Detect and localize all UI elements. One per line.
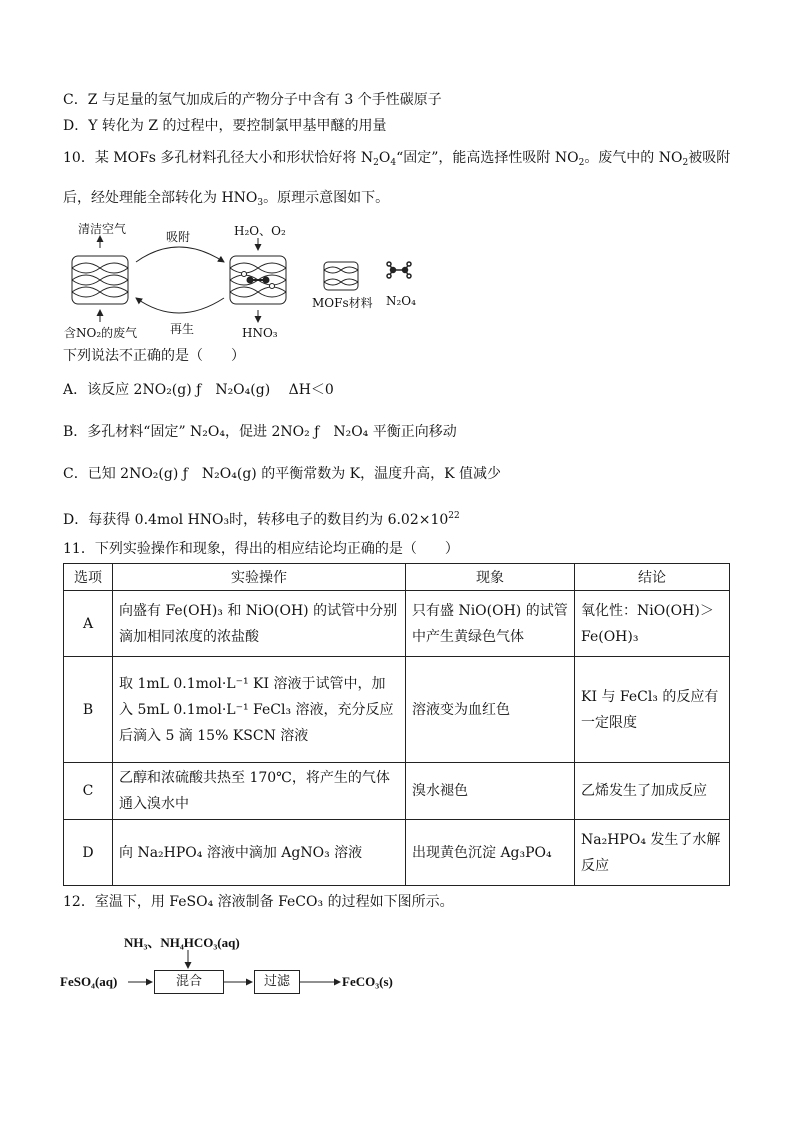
row-operation: 取 1mL 0.1mol·L⁻¹ KI 溶液于试管中，加入 5mL 0.1mol·L⁻¹ FeCl₃ 溶液，充分反应后滴入 5 滴 15% KSCN 溶液 xyxy=(113,657,406,763)
mix-box: 混合 xyxy=(154,970,224,994)
q12-stem: 12．室温下，用 FeSO₄ 溶液制备 FeCO₃ 的过程如下图所示。 xyxy=(63,894,454,910)
row-operation: 乙醇和浓硫酸共热至 170℃，将产生的气体通入溴水中 xyxy=(113,763,406,820)
legend-mofs-icon xyxy=(324,262,358,290)
row-option: B xyxy=(64,657,113,763)
hno3-label: HNO₃ xyxy=(242,326,278,340)
h2o-o2-label: H₂O、O₂ xyxy=(234,224,286,238)
legend-n2o4-icon xyxy=(387,262,411,278)
row-conclusion: Na₂HPO₄ 发生了水解反应 xyxy=(575,820,730,886)
table-header-row xyxy=(64,564,730,591)
q9-option-d: D．Y 转化为 Z 的过程中，要控制氯甲基甲醚的用量 xyxy=(63,118,387,134)
end-label: FeCO₃(s) xyxy=(342,974,393,989)
header-operation: 实验操作 xyxy=(113,564,406,591)
adsorb-label: 吸附 xyxy=(166,230,191,244)
row-phenomenon: 溴水褪色 xyxy=(406,763,575,820)
row-operation: 向盛有 Fe(OH)₃ 和 NiO(OH) 的试管中分别滴加相同浓度的浓盐酸 xyxy=(113,591,406,657)
table-row xyxy=(64,820,730,886)
waste-gas-label: 含NO₂的废气 xyxy=(64,326,138,340)
q10-option-c: C．已知 2NO₂(g) ƒ N₂O₄(g) 的平衡常数为 K，温度升高，K 值减少 xyxy=(63,466,502,482)
mofs-mesh-left xyxy=(72,256,128,304)
n2o4-legend-label: N₂O₄ xyxy=(386,294,416,308)
clean-air-label: 清洁空气 xyxy=(78,222,127,236)
row-phenomenon: 只有盛 NiO(OH) 的试管中产生黄绿色气体 xyxy=(406,591,575,657)
table-row xyxy=(64,591,730,657)
row-conclusion: KI 与 FeCl₃ 的反应有一定限度 xyxy=(575,657,730,763)
row-conclusion: 氧化性：NiO(OH)＞Fe(OH)₃ xyxy=(575,591,730,657)
q11-stem: 11．下列实验操作和现象，得出的相应结论均正确的是（ ） xyxy=(63,541,459,557)
row-option: C xyxy=(64,763,113,820)
q10-option-d: D．每获得 0.4mol HNO₃时，转移电子的数目约为 $6.02\times 10^{22}$ xyxy=(63,511,460,528)
regen-label: 再生 xyxy=(170,322,195,336)
mofs-legend-label: MOFs材料 xyxy=(312,296,373,310)
header-option: 选项 xyxy=(64,564,113,591)
q10-stem-line1: 10．某 MOFs 多孔材料孔径大小和形状恰好将 $N_2O_4“$固定”，能高选择性吸附 $NO_2$。废气中的 $NO_2$被吸附 xyxy=(63,150,731,168)
q10-stem-line2: 后，经处理能全部转化为 $HNO_3$。原理示意图如下。 xyxy=(63,190,390,208)
row-phenomenon: 出现黄色沉淀 Ag₃PO₄ xyxy=(406,820,575,886)
q10-ask: 下列说法不正确的是（ ） xyxy=(63,348,245,364)
q9-option-c: C．Z 与足量的氢气加成后的产物分子中含有 3 个手性碳原子 xyxy=(63,92,442,108)
reagent-label: NH₃、NH₄HCO₃(aq) xyxy=(124,935,240,950)
table-row xyxy=(64,657,730,763)
mofs-diagram xyxy=(60,218,440,348)
row-option: D xyxy=(64,820,113,886)
row-conclusion: 乙烯发生了加成反应 xyxy=(575,763,730,820)
q11-table xyxy=(63,563,730,886)
q10-option-a: A．该反应 2NO₂(g) ƒ N₂O₄(g) ΔH＜0 xyxy=(63,382,334,398)
table-row xyxy=(64,763,730,820)
header-phenomenon: 现象 xyxy=(406,564,575,591)
row-option: A xyxy=(64,591,113,657)
start-label: FeSO₄(aq) xyxy=(60,974,118,989)
feco3-flow-diagram xyxy=(60,930,420,1000)
header-conclusion: 结论 xyxy=(575,564,730,591)
row-operation: 向 Na₂HPO₄ 溶液中滴加 AgNO₃ 溶液 xyxy=(113,820,406,886)
mofs-mesh-right xyxy=(230,256,286,304)
row-phenomenon: 溶液变为血红色 xyxy=(406,657,575,763)
filter-box: 过滤 xyxy=(254,970,300,994)
q10-option-b: B．多孔材料“固定” N₂O₄，促进 2NO₂ ƒ N₂O₄ 平衡正向移动 xyxy=(63,424,457,440)
